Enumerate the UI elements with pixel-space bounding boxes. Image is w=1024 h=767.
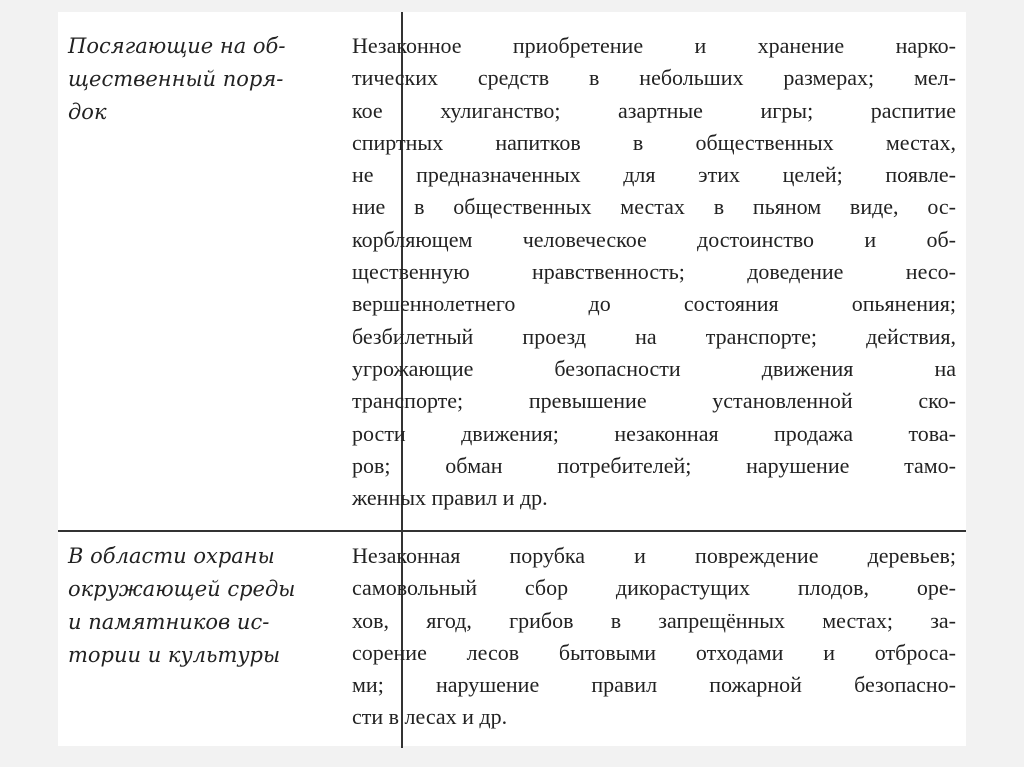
document-page	[58, 12, 966, 746]
description-line: Незаконная порубка и повреждение деревьев;	[352, 543, 956, 568]
description-line: не предназначенных для этих целей; появле-	[352, 162, 956, 188]
description-line: ние в общественных местах в пьяном виде, ос-	[352, 194, 956, 220]
row-2-description	[352, 540, 956, 734]
category-line: тории и культуры	[68, 643, 281, 667]
description-line: вершеннолетнего до состояния опьянения;	[352, 291, 956, 317]
category-line: В области охраны	[68, 544, 275, 568]
description-line: хов, ягод, грибов в запрещённых местах; за-	[352, 607, 956, 633]
description-line: ров; обман потребителей; нарушение тамо-	[352, 452, 956, 478]
description-line: сорение лесов бытовыми отходами и отброса-	[352, 639, 956, 665]
description-line: щественную нравственность; доведение несо-	[352, 259, 956, 285]
description-line: ми; нарушение правил пожарной безопасно-	[352, 672, 956, 698]
row-1-category	[68, 30, 323, 129]
description-line: самовольный сбор дикорастущих плодов, оре-	[352, 575, 956, 601]
category-line: окружающей среды	[68, 577, 296, 601]
category-line: Посягающие на об-	[68, 34, 286, 58]
category-line: док	[68, 100, 107, 124]
description-line: транспорте; превышение установленной ско-	[352, 388, 956, 414]
row-2-category	[68, 540, 323, 672]
category-line: и памятников ис-	[68, 610, 270, 634]
description-line: корбляющем человеческое достоинство и об-	[352, 226, 956, 252]
category-line: щественный поря-	[68, 67, 284, 91]
description-line: кое хулиганство; азартные игры; распитие	[352, 97, 956, 123]
row-divider	[58, 530, 966, 532]
description-line: сти в лесах и др.	[352, 704, 508, 730]
description-line: безбилетный проезд на транспорте; действия,	[352, 323, 956, 349]
row-1-description	[352, 30, 956, 514]
description-line: Незаконное приобретение и хранение нарко-	[352, 33, 956, 58]
description-line: спиртных напитков в общественных местах,	[352, 129, 956, 155]
description-line: женных правил и др.	[352, 485, 548, 511]
description-line: угрожающие безопасности движения на	[352, 355, 956, 381]
description-line: тических средств в небольших размерах; мел-	[352, 65, 956, 91]
description-line: рости движения; незаконная продажа това-	[352, 420, 956, 446]
